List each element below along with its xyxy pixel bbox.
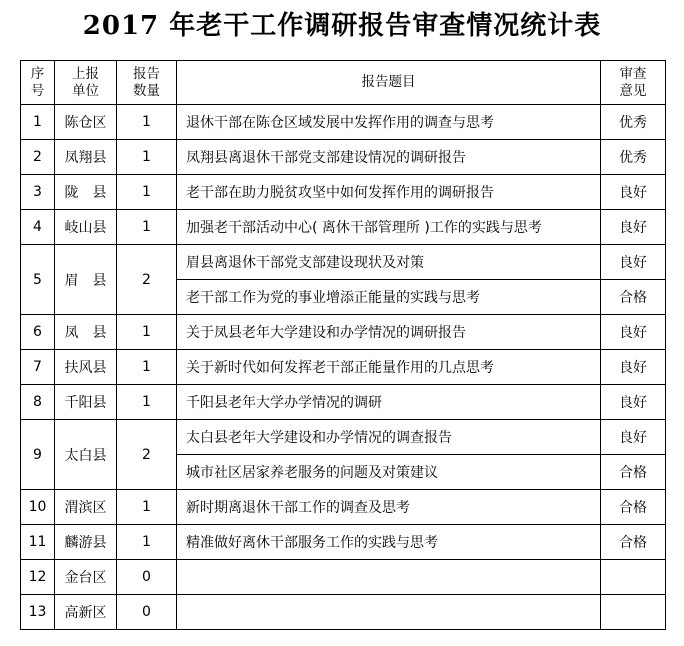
statistics-table [20, 60, 666, 630]
table-row [21, 420, 666, 455]
cell-unit: 凤翔县 [55, 140, 117, 175]
cell-count: 1 [117, 525, 177, 560]
cell-unit: 扶风县 [55, 350, 117, 385]
cell-opinion: 优秀 [601, 105, 666, 140]
cell-count: 1 [117, 140, 177, 175]
cell-report-title: 城市社区居家养老服务的问题及对策建议 [177, 455, 601, 490]
table-body [21, 105, 666, 630]
header-seq: 序 号 [21, 61, 55, 105]
cell-report-title [177, 595, 601, 630]
table-row [21, 175, 666, 210]
cell-count: 1 [117, 315, 177, 350]
header-opinion: 审查 意见 [601, 61, 666, 105]
cell-report-title: 关于凤县老年大学建设和办学情况的调研报告 [177, 315, 601, 350]
cell-opinion: 良好 [601, 350, 666, 385]
header-unit: 上报 单位 [55, 61, 117, 105]
table-row [21, 385, 666, 420]
cell-seq: 4 [21, 210, 55, 245]
table-row [21, 350, 666, 385]
cell-report-title: 关于新时代如何发挥老干部正能量作用的几点思考 [177, 350, 601, 385]
cell-seq: 7 [21, 350, 55, 385]
cell-opinion: 良好 [601, 315, 666, 350]
cell-unit: 眉 县 [55, 245, 117, 315]
cell-opinion: 良好 [601, 245, 666, 280]
cell-report-title: 老干部在助力脱贫攻坚中如何发挥作用的调研报告 [177, 175, 601, 210]
cell-opinion: 合格 [601, 525, 666, 560]
table-row [21, 105, 666, 140]
cell-count: 1 [117, 175, 177, 210]
cell-unit: 千阳县 [55, 385, 117, 420]
cell-unit: 金台区 [55, 560, 117, 595]
cell-seq: 12 [21, 560, 55, 595]
cell-report-title: 千阳县老年大学办学情况的调研 [177, 385, 601, 420]
cell-unit: 陈仓区 [55, 105, 117, 140]
cell-unit: 岐山县 [55, 210, 117, 245]
cell-report-title: 精准做好离休干部服务工作的实践与思考 [177, 525, 601, 560]
cell-seq: 2 [21, 140, 55, 175]
cell-opinion: 良好 [601, 175, 666, 210]
cell-seq: 1 [21, 105, 55, 140]
cell-seq: 8 [21, 385, 55, 420]
header-topic: 报告题目 [177, 61, 601, 105]
table-row [21, 560, 666, 595]
cell-opinion: 合格 [601, 490, 666, 525]
table-row [21, 140, 666, 175]
cell-unit: 凤 县 [55, 315, 117, 350]
cell-seq: 5 [21, 245, 55, 315]
cell-count: 1 [117, 490, 177, 525]
cell-report-title: 老干部工作为党的事业增添正能量的实践与思考 [177, 280, 601, 315]
cell-opinion: 良好 [601, 385, 666, 420]
cell-seq: 10 [21, 490, 55, 525]
cell-report-title: 新时期离退休干部工作的调查及思考 [177, 490, 601, 525]
cell-report-title: 退休干部在陈仓区域发展中发挥作用的调查与思考 [177, 105, 601, 140]
cell-opinion [601, 560, 666, 595]
table-row [21, 525, 666, 560]
cell-opinion: 优秀 [601, 140, 666, 175]
table-row [21, 245, 666, 280]
cell-unit: 麟游县 [55, 525, 117, 560]
cell-count: 1 [117, 210, 177, 245]
table-row [21, 210, 666, 245]
cell-opinion: 良好 [601, 210, 666, 245]
cell-seq: 13 [21, 595, 55, 630]
cell-seq: 6 [21, 315, 55, 350]
cell-count: 0 [117, 595, 177, 630]
table-row [21, 490, 666, 525]
cell-report-title: 加强老干部活动中心( 离休干部管理所 )工作的实践与思考 [177, 210, 601, 245]
cell-opinion: 良好 [601, 420, 666, 455]
table-header-row [21, 61, 666, 105]
cell-opinion [601, 595, 666, 630]
cell-count: 1 [117, 105, 177, 140]
cell-report-title: 太白县老年大学建设和办学情况的调查报告 [177, 420, 601, 455]
cell-count: 1 [117, 385, 177, 420]
cell-count: 2 [117, 245, 177, 315]
cell-opinion: 合格 [601, 280, 666, 315]
cell-report-title: 凤翔县离退休干部党支部建设情况的调研报告 [177, 140, 601, 175]
header-count: 报告 数量 [117, 61, 177, 105]
page-title: 2017 年老干工作调研报告审查情况统计表 [82, 11, 602, 41]
table-row [21, 595, 666, 630]
cell-report-title: 眉县离退休干部党支部建设现状及对策 [177, 245, 601, 280]
cell-unit: 渭滨区 [55, 490, 117, 525]
table-row [21, 315, 666, 350]
cell-opinion: 合格 [601, 455, 666, 490]
cell-count: 2 [117, 420, 177, 490]
cell-seq: 3 [21, 175, 55, 210]
cell-unit: 陇 县 [55, 175, 117, 210]
cell-count: 0 [117, 560, 177, 595]
cell-count: 1 [117, 350, 177, 385]
cell-seq: 11 [21, 525, 55, 560]
cell-unit: 太白县 [55, 420, 117, 490]
cell-seq: 9 [21, 420, 55, 490]
cell-report-title [177, 560, 601, 595]
cell-unit: 高新区 [55, 595, 117, 630]
